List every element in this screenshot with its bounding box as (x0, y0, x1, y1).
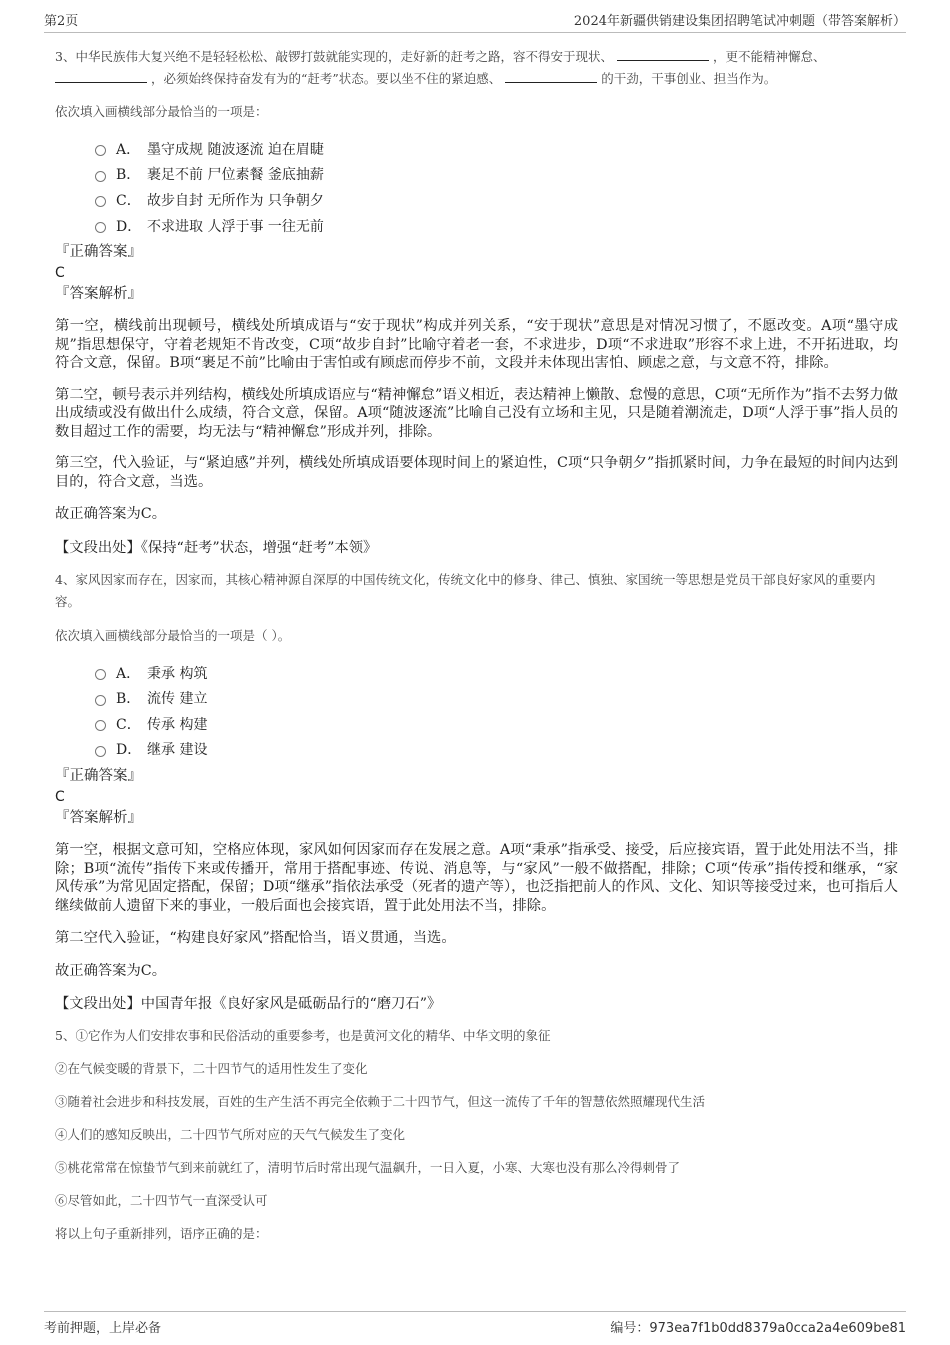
document-title: 2024年新疆供销建设集团招聘笔试冲刺题（带答案解析） (573, 14, 906, 29)
answer-value: C (55, 789, 65, 806)
question-stem: 4、家风因家而存在，因家而，其核心精神源自深厚的中国传统文化，传统文化中的修身、律己、慎独、家国统一等思想是党员干部良好家风的重要内容。 (55, 571, 876, 609)
analysis-paragraph: 第二空，顿号表示并列结构，横线处所填成语应与“精神懈怠”语义相近，表达精神上懒散、怠慢的意思，C项“无所作为”指不去努力做出成绩或没有做出什么成绩，符合文意，保留。A项“随波逐流”比喻自己没有立场和主见，只是随着潮流走，D项“人浮于事”指人员的数目超过工作的需要，均无法与“精神懈怠”形成并列，排除。 (55, 386, 898, 440)
option-b[interactable]: B． 裹足不前 尸位素餐 釜底抽薪 (95, 162, 898, 188)
option-list (95, 136, 898, 238)
question-prompt: 依次填入画横线部分最恰当的一项是： (55, 104, 268, 119)
answer-label: 『正确答案』 (55, 244, 142, 261)
analysis-paragraph: 第一空，根据文意可知，空格应体现，家风如何因家而存在发展之意。A项“秉承”指承受、接受，后应接宾语，置于此处用法不当，排除；B项“流传”指传下来或传播开，常用于搭配事迹、传说、消息等，与“家风”一般不做搭配，排除；C项“传承”指传授和继承，“家风传承”为常见固定搭配，保留；D项“继承”指依法承受（死者的遗产等），也泛指把前人的作风、文化、知识等接受过来，也可指后人继续做前人遗留下来的事业，一般后面也会接宾语，置于此处用法不当，排除。 (55, 842, 898, 914)
sentence-item: ②在气候变暖的背景下，二十四节气的适用性发生了变化 (55, 1061, 368, 1077)
page-header (44, 10, 906, 33)
source-citation: 【文段出处】《保持“赶考”状态，增强“赶考”本领》 (55, 539, 378, 556)
analysis-conclusion: 故正确答案为C。 (55, 506, 167, 523)
question-5 (55, 1027, 898, 1243)
sentence-item: ③随着社会进步和科技发展，百姓的生产生活不再完全依赖于二十四节气，但这一流传了千年的智慧依然照耀现代生活 (55, 1094, 706, 1110)
option-a[interactable]: A． 墨守成规 随波逐流 迫在眉睫 (95, 136, 898, 162)
option-c[interactable]: C． 故步自封 无所作为 只争朝夕 (95, 187, 898, 213)
sentence-item: ⑤桃花常常在惊蛰节气到来前就红了，清明节后时常出现气温飙升，一日入夏，小寒、大寒也没有那么冷得刺骨了 (55, 1160, 681, 1176)
question-stem: 3、中华民族伟大复兴绝不是轻轻松松、敲锣打鼓就能实现的，走好新的赶考之路，容不得安于现状、 ，更不能精神懈怠、 ，必须始终保持奋发有为的“赶考”状态。要以坐不住的紧迫感、 的干劲，干事创业、担当作为。 (55, 49, 826, 86)
question-4 (55, 569, 898, 1014)
radio-icon[interactable] (95, 171, 106, 182)
source-citation: 【文段出处】中国青年报《良好家风是砥砺品行的“磨刀石”》 (55, 996, 442, 1013)
option-d[interactable]: D． 继承 建设 (95, 737, 898, 763)
radio-icon[interactable] (95, 222, 106, 233)
analysis-label: 『答案解析』 (55, 810, 142, 827)
analysis-conclusion: 故正确答案为C。 (55, 962, 167, 979)
option-d[interactable]: D． 不求进取 人浮于事 一往无前 (95, 213, 898, 239)
radio-icon[interactable] (95, 720, 106, 731)
radio-icon[interactable] (95, 669, 106, 680)
analysis-label: 『答案解析』 (55, 286, 142, 303)
option-list (95, 660, 898, 762)
page-footer (44, 1311, 906, 1336)
answer-value: C (55, 265, 65, 282)
question-3 (55, 46, 898, 558)
page-number: 第2页 (44, 14, 79, 29)
analysis-paragraph: 第三空，代入验证，与“紧迫感”并列，横线处所填成语要体现时间上的紧迫性，C项“只争朝夕”指抓紧时间，力争在最短的时间内达到目的，符合文意，当选。 (55, 455, 898, 490)
page-content (55, 44, 898, 1243)
blank-3 (505, 70, 597, 83)
sentence-item: ④人们的感知反映出，二十四节气所对应的天气气候发生了变化 (55, 1127, 406, 1143)
footer-slogan: 考前押题，上岸必备 (44, 1321, 162, 1336)
analysis-paragraph: 第一空，横线前出现顿号，横线处所填成语与“安于现状”构成并列关系，“安于现状”意思是对情况习惯了，不愿改变。A项“墨守成规”指思想保守，守着老规矩不肯改变，C项“故步自封”比喻守着老一套，不求进步，D项“不求进取”形容不求上进，不开拓进取，均符合文意，保留。B项“裹足不前”比喻由于害怕或有顾虑而停步不前，文段并未体现出害怕、顾虑之意，与文意不符，排除。 (55, 318, 898, 372)
question-prompt: 将以上句子重新排列，语序正确的是： (55, 1226, 268, 1242)
option-b[interactable]: B． 流传 建立 (95, 685, 898, 711)
blank-1 (617, 48, 709, 61)
answer-label: 『正确答案』 (55, 768, 142, 785)
sentence-item: ⑥尽管如此，二十四节气一直深受认可 (55, 1193, 268, 1209)
radio-icon[interactable] (95, 746, 106, 757)
sentence-item: 5、①它作为人们安排农事和民俗活动的重要参考，也是黄河文化的精华、中华文明的象征 (55, 1028, 551, 1044)
analysis-paragraph: 第二空代入验证，“构建良好家风”搭配恰当，语义贯通，当选。 (55, 930, 456, 947)
option-c[interactable]: C． 传承 构建 (95, 711, 898, 737)
radio-icon[interactable] (95, 695, 106, 706)
radio-icon[interactable] (95, 196, 106, 207)
blank-2 (55, 70, 147, 83)
question-prompt: 依次填入画横线部分最恰当的一项是（ ）。 (55, 627, 291, 643)
document-code: 编号：973ea7f1b0dd8379a0cca2a4e609be81 (610, 1321, 906, 1336)
option-a[interactable]: A． 秉承 构筑 (95, 660, 898, 686)
radio-icon[interactable] (95, 145, 106, 156)
